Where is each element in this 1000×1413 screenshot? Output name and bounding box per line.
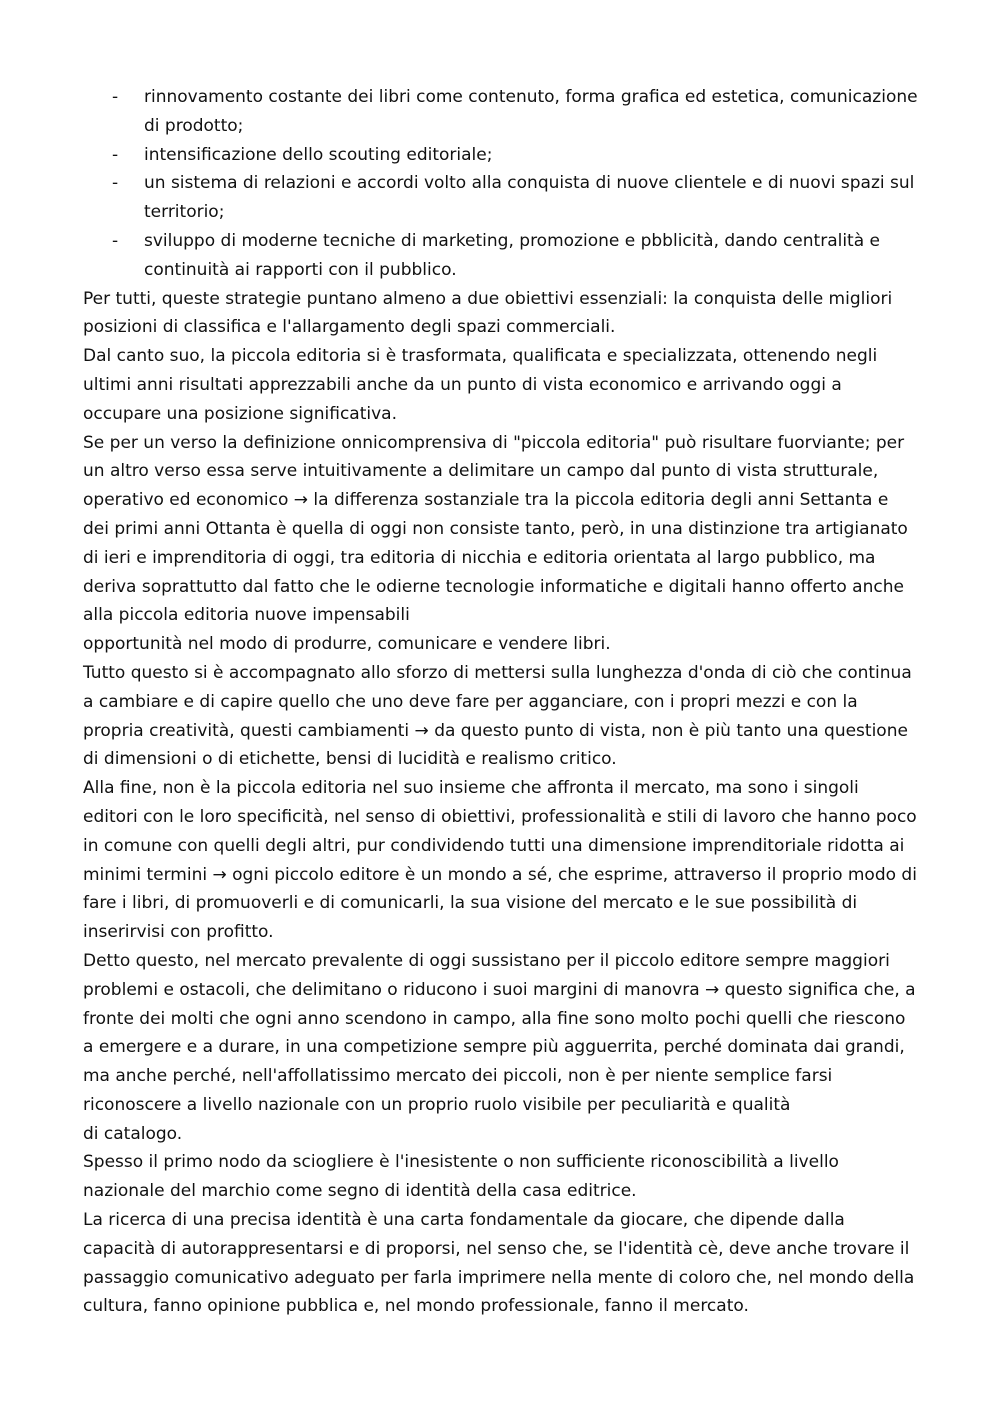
body-paragraph: Alla fine, non è la piccola editoria nel suo insieme che affronta il mercato, ma sono i singoli editori con le loro specificità, nel senso di obiettivi, professionalità e stili di lavoro che hanno poco in comune con quelli degli altri, pur condividendo tutti una dimensione imprenditoriale ridotta ai minimi termini → ogni piccolo editore è un mondo a sé, che esprime, attraverso il proprio modo di fare i libri, di promuoverli e di comunicarli, la sua visione del mercato e le sue possibilità di inserirvisi con profitto. bbox=[83, 778, 917, 943]
bullet-dash: - bbox=[112, 173, 119, 194]
body-paragraph: Detto questo, nel mercato prevalente di oggi sussistano per il piccolo editore sempre maggiori problemi e ostacoli, che delimitano o riducono i suoi margini di manovra → questo significa che, a fronte dei molti che ogni anno scendono in campo, alla fine sono molto pochi quelli che riescono a emergere e a durare, in una competizione sempre più agguerrita, perché dominata dai grandi, ma anche perché, nell'affollatissimo mercato dei piccoli, non è per niente semplice farsi riconoscere a livello nazionale con un proprio ruolo visibile per peculiarità e qualità bbox=[83, 950, 916, 1115]
document-page bbox=[83, 83, 918, 1321]
bullet-item bbox=[83, 169, 918, 227]
bullet-item bbox=[83, 141, 918, 170]
bullet-text: rinnovamento costante dei libri come contenuto, forma grafica ed estetica, comunicazione di prodotto; bbox=[144, 87, 918, 136]
bullet-text: un sistema di relazioni e accordi volto alla conquista di nuove clientele e di nuovi spazi sul territorio; bbox=[144, 173, 915, 223]
body-paragraph: Tutto questo si è accompagnato allo sforzo di mettersi sulla lunghezza d'onda di ciò che continua a cambiare e di capire quello che uno deve fare per agganciare, con i propri mezzi e con la propria creatività, questi cambiamenti → da questo punto di vista, non è più tanto una questione di dimensioni o di etichette, bensi di lucidità e realismo critico. bbox=[83, 662, 912, 770]
body-paragraph: Se per un verso la definizione onnicomprensiva di "piccola editoria" può risultare fuorviante; per un altro verso essa serve intuitivamente a delimitare un campo dal punto di vista strutturale, operativo ed economico → la differenza sostanziale tra la piccola editoria degli anni Settanta e dei primi anni Ottanta è quella di oggi non consiste tanto, però, in una distinzione tra artigianato di ieri e imprenditoria di oggi, tra editoria di nicchia e editoria orientata al largo pubblico, ma deriva soprattutto dal fatto che le odierne tecnologie informatiche e digitali hanno offerto anche alla piccola editoria nuove impensabili bbox=[83, 432, 908, 626]
bullet-item bbox=[83, 227, 918, 285]
bullet-dash: - bbox=[112, 230, 119, 251]
bullet-dash: - bbox=[112, 87, 119, 107]
body-paragraph: Spesso il primo nodo da sciogliere è l'inesistente o non sufficiente riconoscibilità a livello nazionale del marchio come segno di identità della casa editrice. bbox=[83, 1152, 839, 1202]
body-paragraph: La ricerca di una precisa identità è una carta fondamentale da giocare, che dipende dalla capacità di autorappresentarsi e di proporsi, nel senso che, se l'identità cè, deve anche trovare il passaggio comunicativo adeguato per farla imprimere nella mente di coloro che, nel mondo della cultura, fanno opinione pubblica e, nel mondo professionale, fanno il mercato. bbox=[83, 1210, 915, 1317]
body-paragraph: di catalogo. bbox=[83, 1123, 183, 1144]
strategy-bullet-list bbox=[83, 83, 918, 285]
bullet-dash: - bbox=[112, 144, 119, 165]
body-paragraph: opportunità nel modo di produrre, comunicare e vendere libri. bbox=[83, 634, 611, 655]
bullet-item bbox=[83, 83, 918, 141]
bullet-text: sviluppo di moderne tecniche di marketing, promozione e pbblicità, dando centralità e continuità ai rapporti con il pubblico. bbox=[144, 230, 880, 280]
bullet-text: intensificazione dello scouting editoriale; bbox=[144, 144, 493, 165]
body-paragraph: Per tutti, queste strategie puntano almeno a due obiettivi essenziali: la conquista delle migliori posizioni di classifica e l'allargamento degli spazi commerciali. bbox=[83, 288, 893, 338]
body-paragraph: Dal canto suo, la piccola editoria si è trasformata, qualificata e specializzata, ottenendo negli ultimi anni risultati apprezzabili anche da un punto di vista economico e arrivando oggi a occupare una posizione significativa. bbox=[83, 346, 878, 424]
